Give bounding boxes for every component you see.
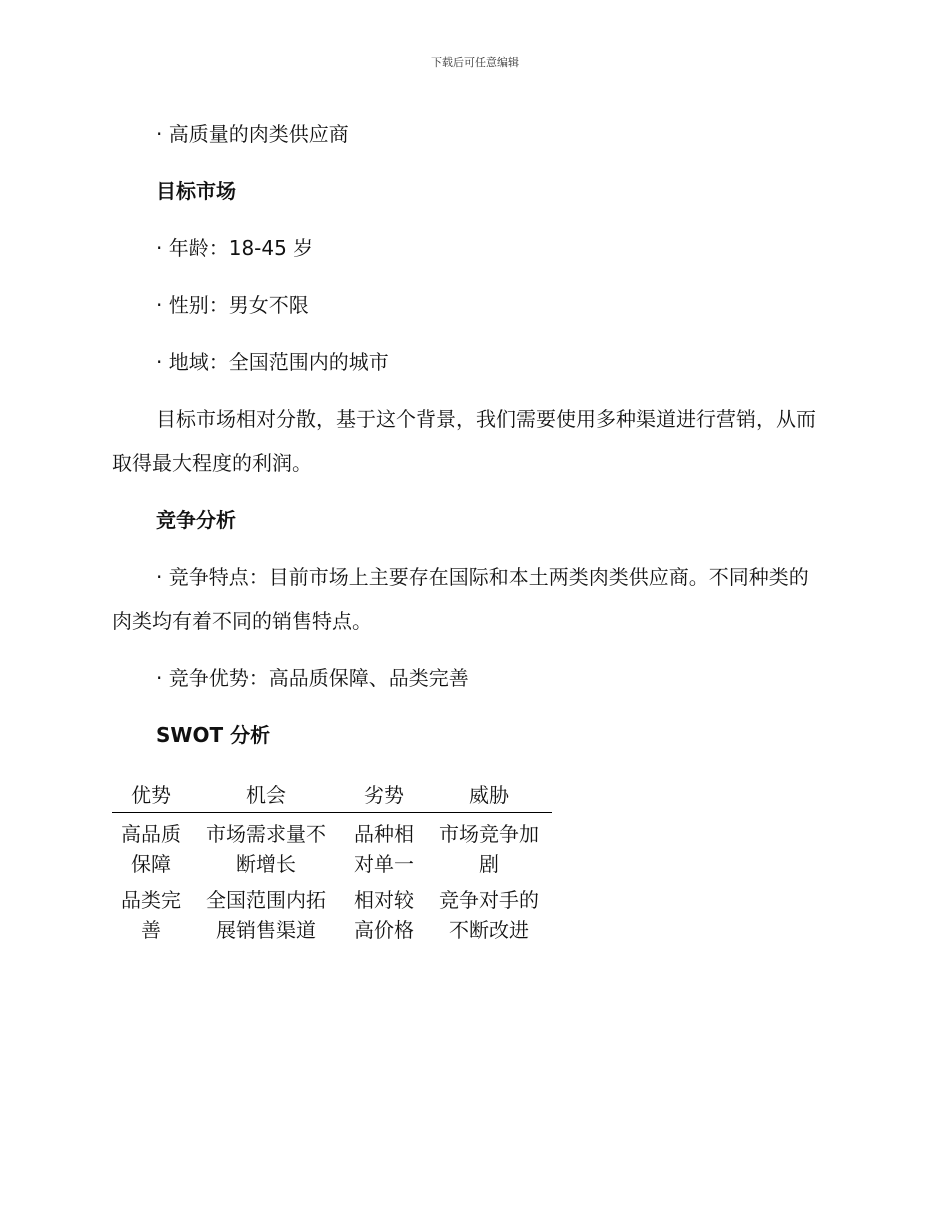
bullet-competition-advantage: · 竞争优势：高品质保障、品类完善	[156, 666, 469, 690]
heading-competition-analysis: 竞争分析	[156, 508, 236, 532]
bullet-supplier: · 高质量的肉类供应商	[156, 122, 349, 146]
swot-header-weaknesses: 劣势	[342, 776, 426, 813]
table-cell: 品种相对单一	[354, 822, 414, 876]
table-cell: 高品质保障	[121, 822, 181, 876]
swot-header-strengths: 优势	[112, 776, 190, 813]
swot-header-threats: 威胁	[426, 776, 552, 813]
bullet-region: · 地域：全国范围内的城市	[156, 350, 389, 374]
table-row	[112, 879, 552, 945]
swot-header-row	[112, 776, 552, 813]
swot-header-opportunities: 机会	[190, 776, 342, 813]
swot-table	[112, 776, 552, 945]
document-body	[112, 112, 824, 770]
heading-target-market: 目标市场	[156, 179, 236, 203]
bullet-competition-features: · 竞争特点：目前市场上主要存在国际和本土两类肉类供应商。不同种类的肉类均有着不同的销售特点。	[112, 565, 809, 633]
table-cell: 品类完善	[121, 888, 181, 942]
heading-swot-analysis: SWOT 分析	[156, 723, 271, 747]
table-row	[112, 813, 552, 880]
table-cell: 竞争对手的不断改进	[439, 888, 539, 942]
table-cell: 相对较高价格	[354, 888, 414, 942]
paragraph-target-summary: 目标市场相对分散，基于这个背景，我们需要使用多种渠道进行营销，从而取得最大程度的利润。	[112, 407, 816, 475]
bullet-gender: · 性别：男女不限	[156, 293, 309, 317]
table-cell: 市场需求量不断增长	[206, 822, 326, 876]
table-cell: 全国范围内拓展销售渠道	[206, 888, 326, 942]
bullet-age: · 年龄：18-45 岁	[156, 236, 314, 260]
page-header-note: 下载后可任意编辑	[431, 56, 519, 69]
table-cell: 市场竞争加剧	[439, 822, 539, 876]
